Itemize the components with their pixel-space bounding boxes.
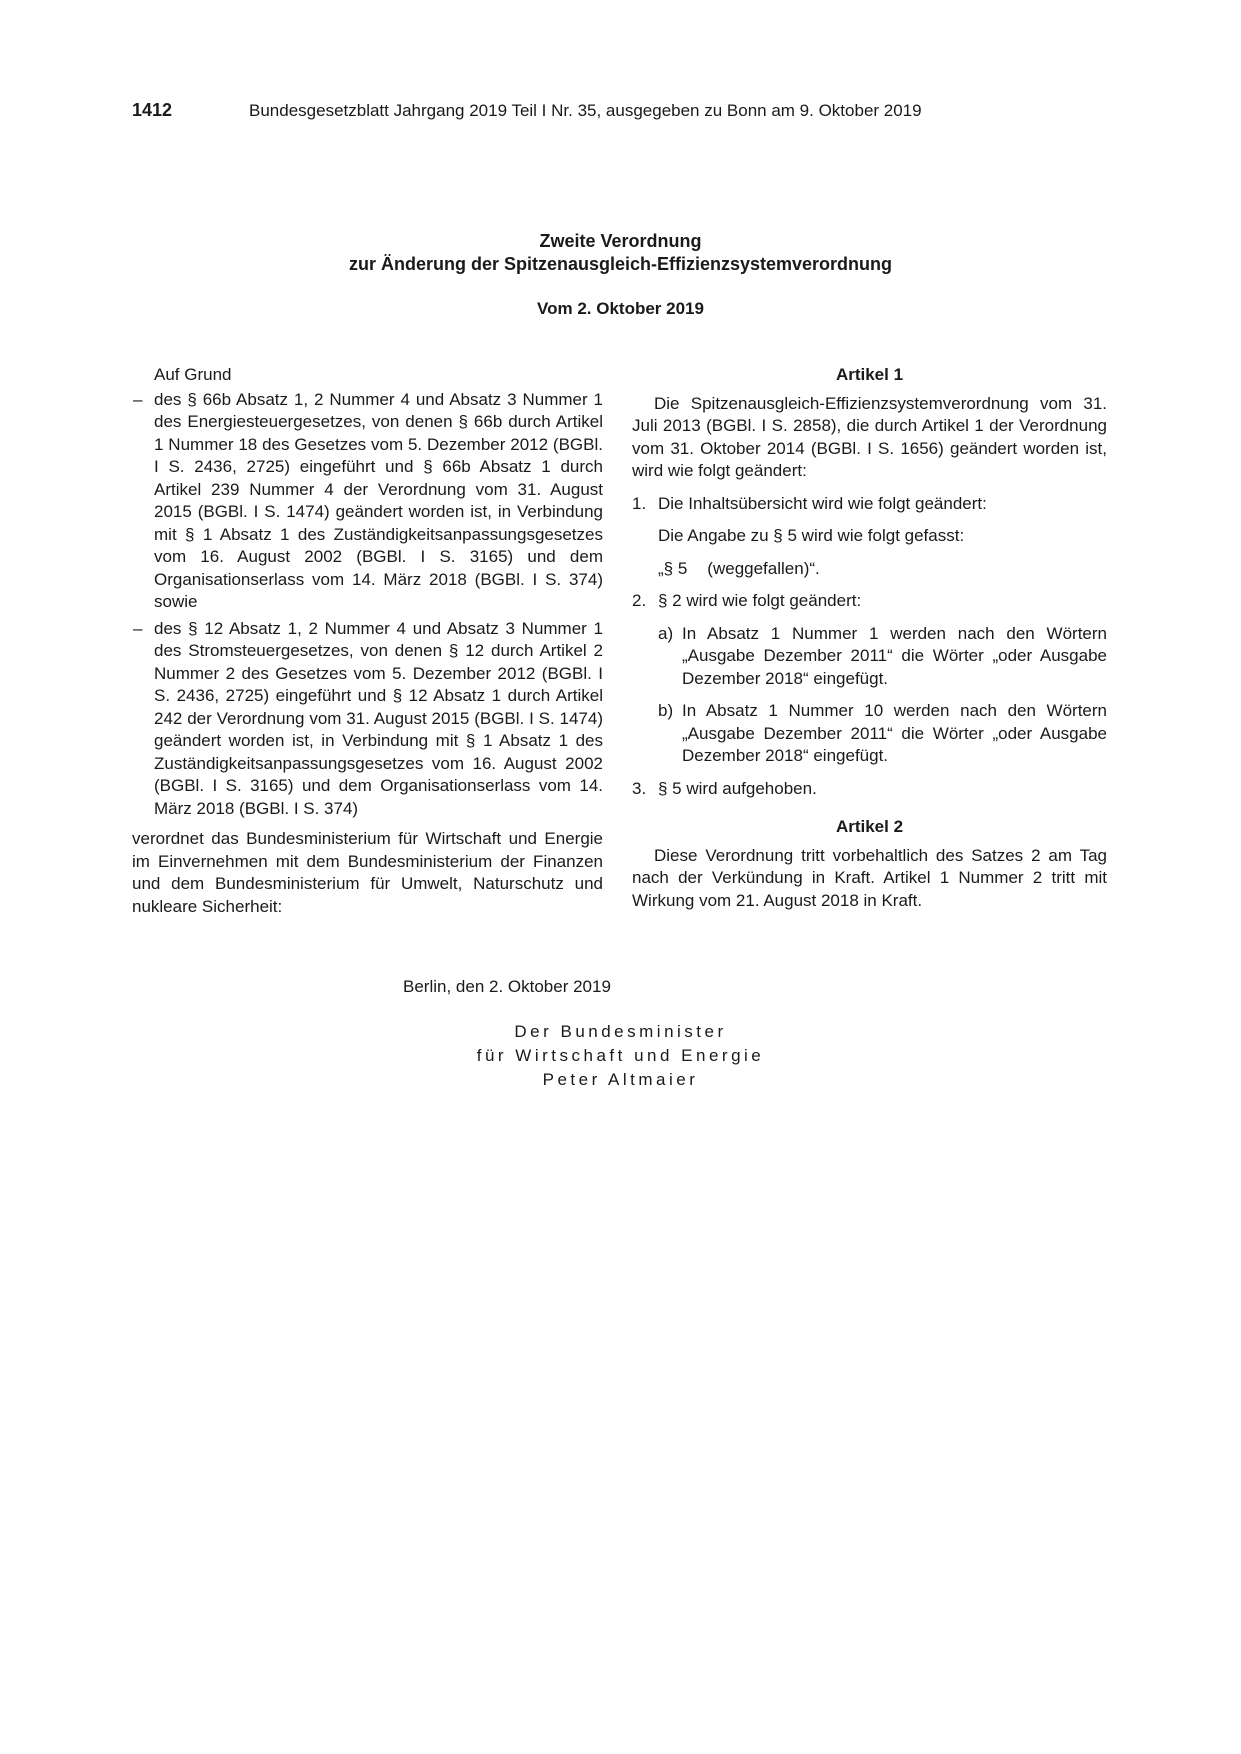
- article-1-intro: Die Spitzenausgleich-Effizienzsystemverordnung vom 31. Juli 2013 (BGBl. I S. 2858), die durch Artikel 1 der Verordnung vom 31. Oktober 2014 (BGBl. I S. 1656) geändert worden ist, wird wie folgt geändert:: [632, 393, 1107, 480]
- legal-basis-item-2: [132, 618, 603, 821]
- running-head: Bundesgesetzblatt Jahrgang 2019 Teil I Nr. 35, ausgegeben zu Bonn am 9. Oktober 2019: [249, 101, 922, 120]
- amendment-subitem-b: [632, 700, 1107, 768]
- signatory-ministry: für Wirtschaft und Energie: [476, 1046, 765, 1065]
- item-number: 3.: [632, 778, 647, 798]
- dash-bullet: –: [133, 389, 143, 409]
- amendment-item-3: [632, 778, 1107, 801]
- article-2-text: Diese Verordnung tritt vorbehaltlich des Satzes 2 am Tag nach der Verkündung in Kraft. Artikel 1 Nummer 2 tritt mit Wirkung vom 21. August 2018 in Kraft.: [632, 845, 1107, 910]
- page-number: 1412: [132, 100, 173, 120]
- signatory-title: Der Bundesminister: [514, 1022, 727, 1041]
- item-number: 1.: [632, 493, 647, 513]
- amendment-subitem-a: [632, 623, 1107, 691]
- amendment-item-2: [632, 590, 1107, 613]
- amendment-item-1: [632, 493, 1107, 516]
- right-column: [632, 364, 1107, 912]
- quote-section: „§ 5: [658, 558, 688, 578]
- intro-text: Auf Grund: [154, 365, 232, 384]
- item-number: 2.: [632, 591, 647, 610]
- subitem-a-text: In Absatz 1 Nummer 1 werden nach den Wörtern „Ausgabe Dezember 2011“ die Wörter „oder Ausgabe Dezember 2018“ eingefügt.: [682, 623, 1107, 688]
- amendment-text-3: § 5 wird aufgehoben.: [658, 778, 817, 798]
- title-line-2: zur Änderung der Spitzenausgleich-Effizienzsystemverordnung: [348, 254, 893, 274]
- amendment-text-1: Die Inhaltsübersicht wird wie folgt geändert:: [658, 493, 987, 513]
- document-date: Vom 2. Oktober 2019: [537, 299, 704, 318]
- amendment-text-2: § 2 wird wie folgt geändert:: [658, 591, 862, 610]
- place-and-date: Berlin, den 2. Oktober 2019: [403, 977, 611, 996]
- legal-basis-text-1: des § 66b Absatz 1, 2 Nummer 4 und Absatz 3 Nummer 1 des Energiesteuergesetzes, von denen § 66b durch Artikel 1 Nummer 18 des Gesetzes vom 5. Dezember 2012 (BGBl. I S. 2436, 2725) eingeführt und § 66b Absatz 1 durch Artikel 239 Nummer 4 der Verordnung vom 31. August 2015 (BGBl. I S. 1474) geändert worden ist, in Verbindung mit § 1 Absatz 1 des Zuständigkeitsanpassungsgesetzes vom 16. August 2002 (BGBl. I S. 3165) und dem Organisationserlass vom 14. März 2018 (BGBl. I S. 374) sowie: [154, 389, 603, 611]
- page-header: [0, 100, 1241, 124]
- amendment-quote: [632, 558, 1107, 581]
- amendment-subtext: Die Angabe zu § 5 wird wie folgt gefasst:: [658, 526, 965, 545]
- dash-bullet: –: [133, 618, 143, 638]
- signature-block: [0, 1020, 1241, 1092]
- legal-basis-item-1: [132, 389, 603, 614]
- left-column: [132, 364, 603, 918]
- legal-basis-text-2: des § 12 Absatz 1, 2 Nummer 4 und Absatz 3 Nummer 1 des Stromsteuergesetzes, von denen § 12 durch Artikel 2 Nummer 2 des Gesetzes vom 5. Dezember 2012 (BGBl. I S. 2436, 2725) eingeführt und § 12 Absatz 1 durch Artikel 242 der Verordnung vom 31. August 2015 (BGBl. I S. 1474) geändert worden ist, in Verbindung mit § 1 Absatz 1 des Zuständigkeitsanpassungsgesetzes vom 16. August 2002 (BGBl. I S. 3165) und dem Organisationserlass vom 14. März 2018 (BGBl. I S. 374): [154, 618, 603, 818]
- subitem-letter: a): [658, 623, 674, 643]
- signatory-name: Peter Altmaier: [542, 1070, 699, 1089]
- article-2-heading: Artikel 2: [835, 817, 904, 836]
- enacting-clause: verordnet das Bundesministerium für Wirtschaft und Energie im Einvernehmen mit dem Bundesministerium der Finanzen und dem Bundesministerium für Umwelt, Naturschutz und nukleare Sicherheit:: [132, 829, 603, 916]
- article-1-heading: Artikel 1: [835, 365, 904, 384]
- subitem-letter: b): [658, 701, 674, 720]
- quote-content: (weggefallen)“.: [707, 558, 820, 578]
- title-line-1: Zweite Verordnung: [539, 231, 702, 251]
- subitem-b-text: In Absatz 1 Nummer 10 werden nach den Wörtern „Ausgabe Dezember 2011“ die Wörter „oder Ausgabe Dezember 2018“ eingefügt.: [682, 701, 1107, 765]
- document-title: [0, 230, 1241, 276]
